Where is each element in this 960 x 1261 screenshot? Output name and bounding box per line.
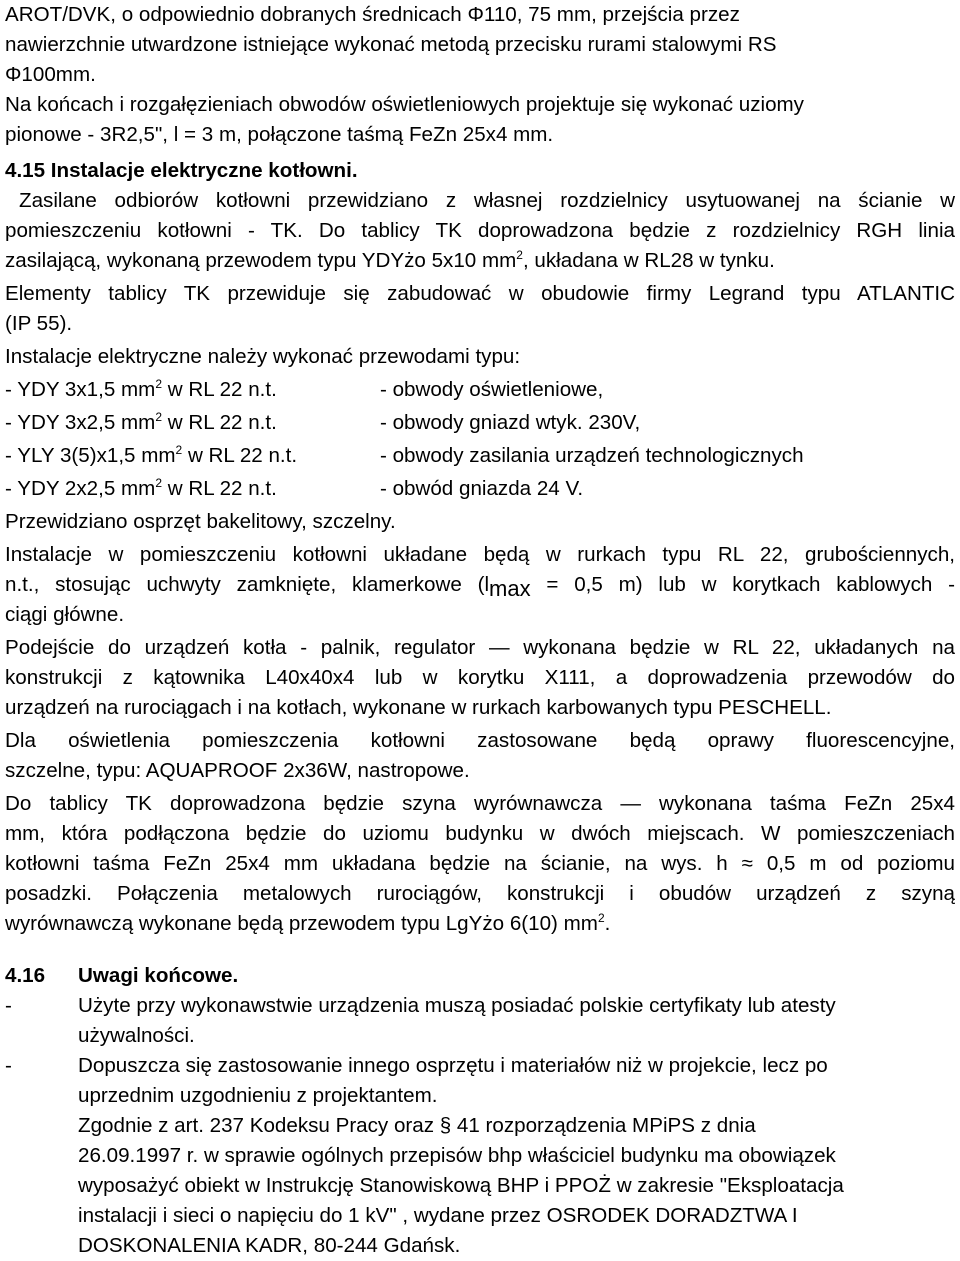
cable-row	[5, 441, 955, 471]
cable-row	[5, 474, 955, 504]
text-line: 26.09.1997 r. w sprawie ogólnych przepisów bhp właściciel budynku ma obowiązek	[78, 1144, 836, 1167]
cable-table	[5, 375, 955, 504]
cable-description: - obwód gniazda 24 V.	[380, 477, 584, 500]
text-line: Użyte przy wykonawstwie urządzenia muszą posiadać polskie certyfikaty lub atesty	[78, 994, 836, 1017]
section-4-15-paragraph-6: Podejście do urządzeń kotła - palnik, regulator ― wykonana będzie w RL 22, układanych na	[5, 636, 955, 659]
text-run: w RL 22 n.t.	[162, 477, 277, 500]
cable-description: - obwody zasilania urządzeń technologicznych	[380, 444, 804, 467]
text-run: - YDY 3x1,5 mm	[5, 378, 156, 401]
section-4-15-paragraph-7: Dla oświetlenia pomieszczenia kotłowni zastosowane będą oprawy fluorescencyjne,	[5, 729, 955, 752]
cable-type	[5, 408, 380, 438]
intro-line-1: AROT/DVK, o odpowiednio dobranych średnicach Φ110, 75 mm, przejścia przez	[5, 3, 740, 26]
document-page	[5, 0, 955, 1261]
text-run: .	[604, 912, 611, 935]
section-4-15-paragraph-2: Elementy tablicy TK przewiduje się zabudować w obudowie firmy Legrand typu ATLANTIC	[5, 282, 955, 305]
list-dash: -	[5, 994, 12, 1017]
text-line	[5, 570, 955, 600]
text-line: używalności.	[78, 1024, 195, 1047]
text-line: konstrukcji z kątownika L40x40x4 lub w korytku X111, a doprowadzenia przewodów do	[5, 666, 955, 689]
text-run: wyrównawczą wykonane będą przewodem typu LgYżo 6(10) mm	[5, 912, 598, 935]
text-line: mm, która podłączona będzie do uziomu budynku w dwóch miejscach. W pomieszczeniach	[5, 822, 955, 845]
text-line: uprzednim uzgodnieniu z projektantem.	[78, 1084, 438, 1107]
text-run: w RL 22 n.t.	[162, 378, 277, 401]
section-4-15-heading: 4.15 Instalacje elektryczne kotłowni.	[5, 159, 358, 182]
text-line: kotłowni taśma FeZn 25x4 mm układana będzie na ścianie, na wys. h ≈ 0,5 m od poziomu	[5, 852, 955, 875]
text-line	[5, 246, 955, 276]
text-run: zasilającą, wykonaną przewodem typu YDYżo 5x10 mm	[5, 249, 517, 272]
text-run: - YDY 3x2,5 mm	[5, 411, 156, 434]
text-run: w RL 22 n.t.	[162, 411, 277, 434]
text-line: instalacji i sieci o napięciu do 1 kV" , wydane przez OSRODEK DORADZTWA I	[78, 1204, 798, 1227]
text-line: pomieszczeniu kotłowni - TK. Do tablicy TK doprowadzona będzie z rozdzielnicy RGH linia	[5, 219, 955, 242]
text-line: wyposażyć obiekt w Instrukcję Stanowiskową BHP i PPOŻ w zakresie "Eksploatacja	[78, 1174, 844, 1197]
section-title: Uwagi końcowe.	[78, 964, 239, 987]
cable-type	[5, 375, 380, 405]
cable-type	[5, 474, 380, 504]
intro-line-3: Φ100mm.	[5, 63, 96, 86]
section-number: 4.16	[5, 964, 46, 987]
section-4-15-paragraph-4: Przewidziano osprzęt bakelitowy, szczelny.	[5, 510, 396, 533]
subscript: max	[489, 576, 531, 601]
list-item-text	[78, 991, 955, 1051]
intro-line-2: nawierzchnie utwardzone istniejące wykonać metodą przecisku rurami stalowymi RS	[5, 33, 777, 56]
final-notes-list	[5, 991, 955, 1261]
text-run: w RL 22 n.t.	[182, 444, 298, 467]
text-line: Zasilane odbiorów kotłowni przewidziano z własnej rozdzielnicy usytuowanej na ścianie w	[19, 189, 955, 212]
text-run: - YLY 3(5)x1,5 mm	[5, 444, 176, 467]
text-line: posadzki. Połączenia metalowych rurociągów, konstrukcji i obudów urządzeń z szyną	[5, 882, 955, 905]
text-run: = 0,5 m) lub w korytkach kablowych -	[530, 573, 955, 596]
list-item-text	[78, 1051, 955, 1261]
cable-type	[5, 441, 380, 471]
cable-row	[5, 408, 955, 438]
cable-row	[5, 375, 955, 405]
text-run: , układana w RL28 w tynku.	[522, 249, 775, 272]
superscript: 2	[175, 443, 183, 457]
text-run: n.t., stosując uchwyty zamknięte, klamerkowe (l	[5, 573, 490, 596]
superscript: 2	[155, 410, 162, 424]
intro-line-4: Na końcach i rozgałęzieniach obwodów oświetleniowych projektuje się wykonać uziomy	[5, 93, 804, 116]
intro-line-5: pionowe - 3R2,5", l = 3 m, połączone taśmą FeZn 25x4 mm.	[5, 123, 554, 146]
text-run: - YDY 2x2,5 mm	[5, 477, 156, 500]
text-line	[5, 909, 955, 939]
text-line: szczelne, typu: AQUAPROOF 2x36W, nastropowe.	[5, 759, 470, 782]
superscript: 2	[155, 476, 162, 490]
list-item	[5, 1051, 955, 1261]
text-line: Dopuszcza się zastosowanie innego osprzętu i materiałów niż w projekcie, lecz po	[78, 1054, 828, 1077]
text-line: (IP 55).	[5, 312, 73, 335]
section-4-15-paragraph-1	[5, 186, 955, 216]
superscript: 2	[516, 248, 523, 262]
list-dash: -	[5, 1054, 12, 1077]
superscript: 2	[597, 911, 605, 925]
text-line: urządzeń na rurociągach i na kotłach, wykonane w rurkach karbowanych typu PESCHELL.	[5, 696, 832, 719]
superscript: 2	[155, 377, 162, 391]
text-line: Zgodnie z art. 237 Kodeksu Pracy oraz § 41 rozporządzenia MPiPS z dnia	[78, 1114, 756, 1137]
text-line: DOSKONALENIA KADR, 80-244 Gdańsk.	[78, 1234, 461, 1257]
section-4-16-heading	[5, 961, 955, 991]
cable-description: - obwody gniazd wtyk. 230V,	[380, 411, 641, 434]
section-4-15-paragraph-3: Instalacje elektryczne należy wykonać przewodami typu:	[5, 345, 521, 368]
section-4-15-paragraph-5: Instalacje w pomieszczeniu kotłowni układane będą w rurkach typu RL 22, grubościennych,	[5, 543, 955, 566]
text-line: ciągi główne.	[5, 603, 125, 626]
list-item	[5, 991, 955, 1051]
section-4-15-paragraph-8: Do tablicy TK doprowadzona będzie szyna wyrównawcza ― wykonana taśma FeZn 25x4	[5, 792, 955, 815]
cable-description: - obwody oświetleniowe,	[380, 378, 604, 401]
